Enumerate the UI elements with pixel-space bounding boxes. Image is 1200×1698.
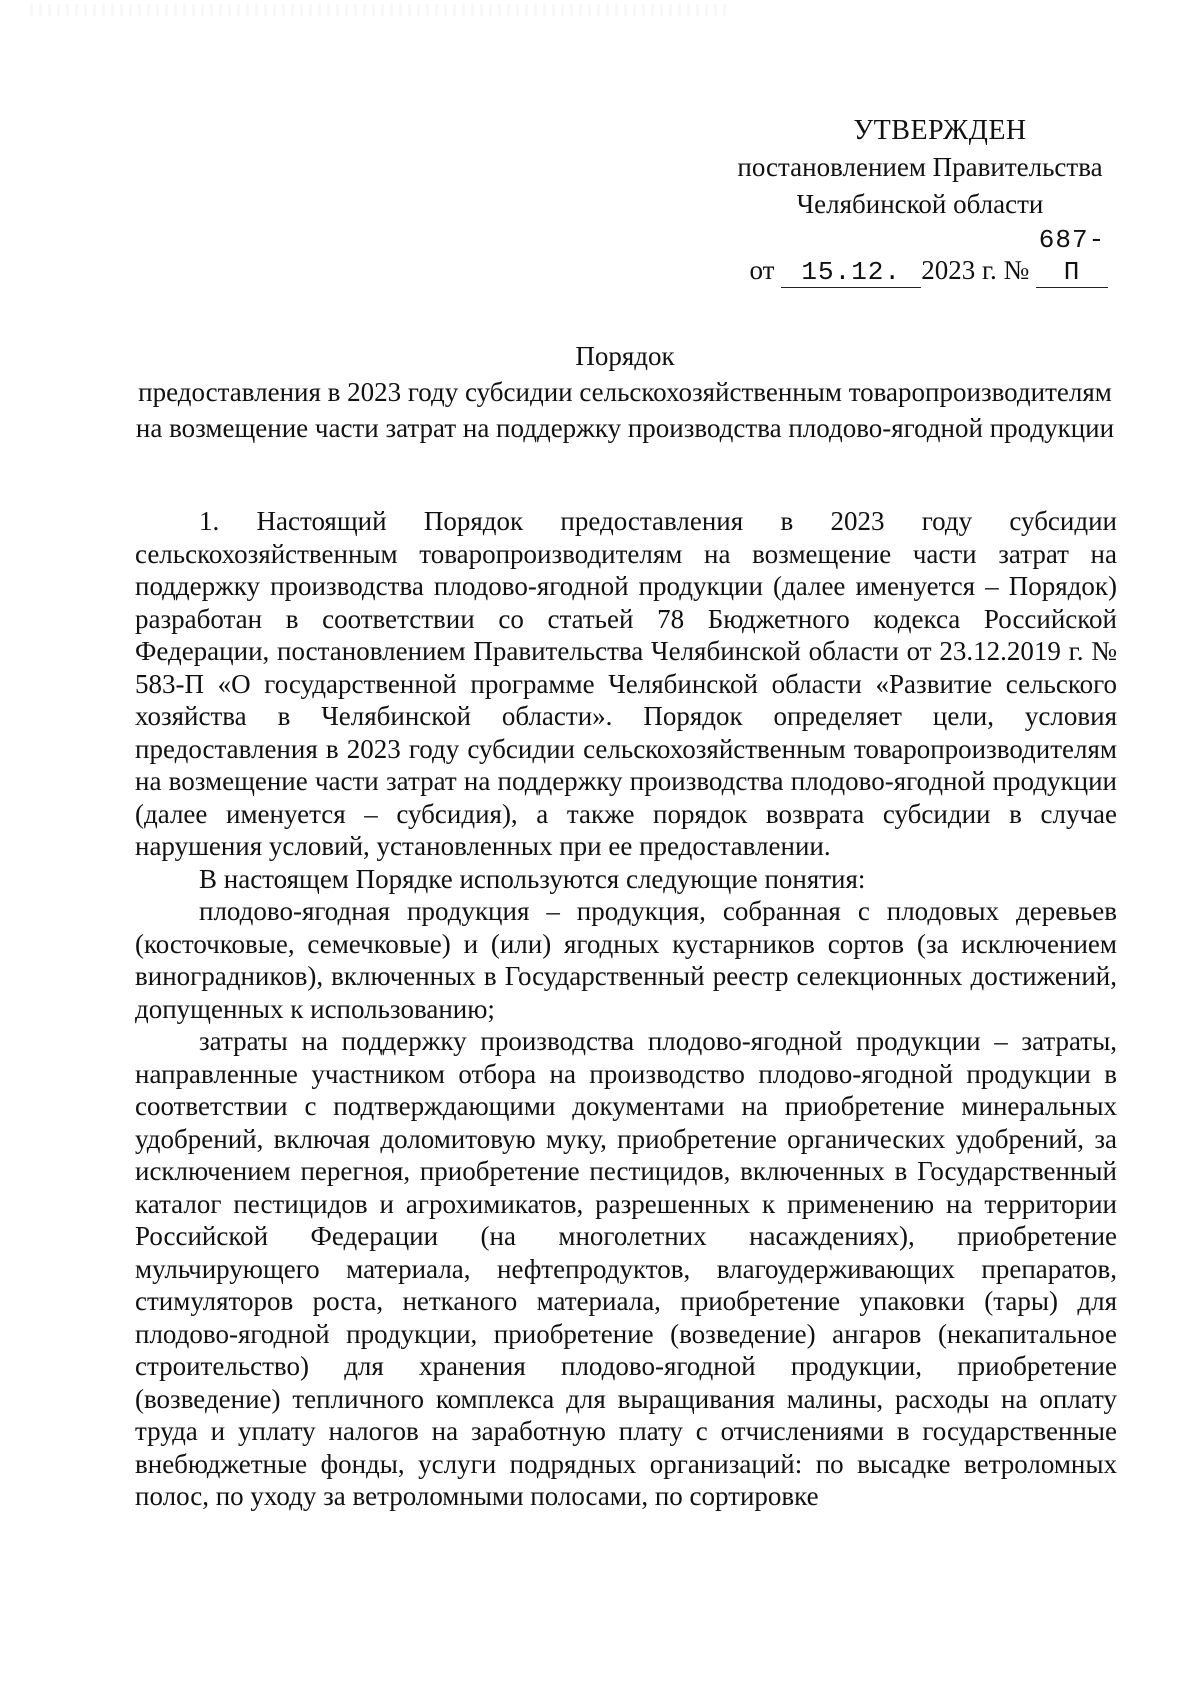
document-heading	[130, 338, 1120, 446]
approval-line-2: Челябинской области	[796, 189, 1044, 219]
approval-line-1: постановлением Правительства	[737, 152, 1103, 182]
paragraph-4: затраты на поддержку производства плодово-ягодной продукции – затраты, направленные участником отбора на производство плодово-ягодной продукции в соответствии с подтверждающими документами на приобретение минеральных удобрений, включая доломитовую муку, приобретение органических удобрений, за исключением перегноя, приобретение пестицидов, включенных в Государственный каталог пестицидов и агрохимикатов, разрешенных к применению на территории Российской Федерации (на многолетних насаждениях), приобретение мульчирующего материала, нефтепродуктов, влагоудерживающих препаратов, стимуляторов роста, нетканого материала, приобретение упаковки (тары) для плодово-ягодной продукции, приобретение (возведение) ангаров (некапитальное строительство) для хранения плодово-ягодной продукции, приобретение (возведение) тепличного комплекса для выращивания малины, расходы на оплату труда и уплату налогов на заработную плату с отчислениями в государственные внебюджетные фонды, услуги подрядных организаций: по высадке ветроломных полос, по уходу за ветроломными полосами, по сортировке	[135, 1026, 1117, 1511]
approval-stamp	[720, 112, 1120, 289]
approval-date-line	[720, 223, 1120, 289]
document-title: Порядок	[575, 341, 675, 371]
date-field	[781, 255, 921, 288]
document-subtitle: предоставления в 2023 году субсидии сельскохозяйственным товаропроизводителям на возмещение части затрат на поддержку производства плодово-ягодной продукции	[135, 377, 1115, 443]
paragraph-2: В настоящем Порядке используются следующие понятия:	[199, 863, 866, 894]
scan-artifact	[30, 4, 730, 16]
approval-title: УТВЕРЖДЕН	[853, 115, 1027, 146]
paragraph-1: 1. Настоящий Порядок предоставления в 2023 году субсидии сельскохозяйственным товаропроизводителям на возмещение части затрат на поддержку производства плодово-ягодной продукции (далее именуется – Порядок) разработан в соответствии со статьей 78 Бюджетного кодекса Российской Федерации, постановлением Правительства Челябинской области от 23.12.2019 г. № 583-П «О государственной программе Челябинской области «Развитие сельского хозяйства в Челябинской области». Порядок определяет цели, условия предоставления в 2023 году субсидии сельскохозяйственным товаропроизводителям на возмещение части затрат на поддержку производства плодово-ягодной продукции (далее именуется – субсидия), а также порядок возврата субсидии в случае нарушения условий, установленных при ее предоставлении.	[135, 506, 1117, 861]
number-value: 687-П	[1038, 225, 1106, 287]
date-year: 2023 г. №	[921, 255, 1030, 285]
paragraph-3: плодово-ягодная продукция – продукция, собранная с плодовых деревьев (косточковые, семечковые) и (или) ягодных кустарников сортов (за исключением виноградников), включенных в Государственный реестр селекционных достижений, допущенных к использованию;	[135, 896, 1117, 1024]
date-value: 15.12.	[801, 257, 902, 287]
date-prefix: от	[749, 255, 775, 285]
number-field	[1036, 223, 1108, 288]
document-body	[135, 505, 1117, 1513]
